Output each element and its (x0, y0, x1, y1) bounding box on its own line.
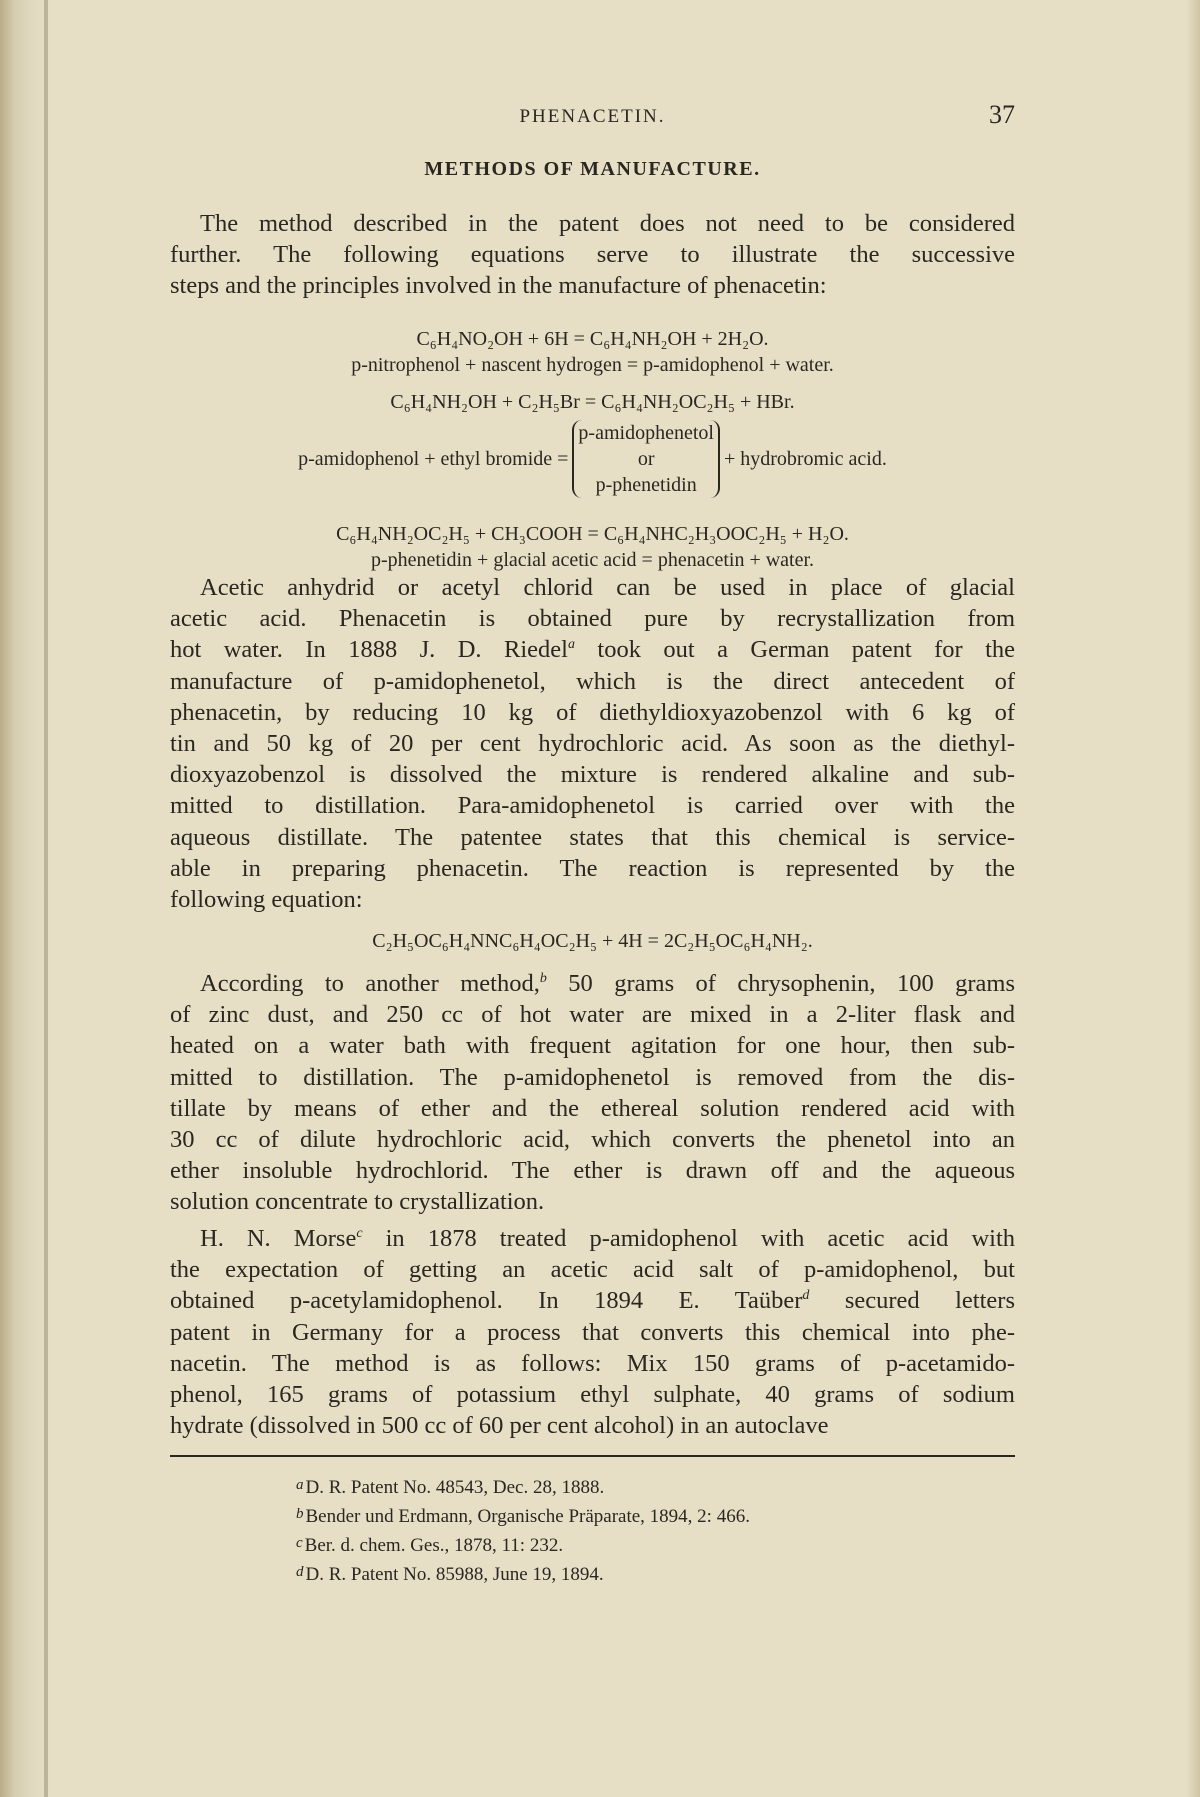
footnote-reference[interactable]: d (802, 1288, 810, 1304)
text-line (170, 759, 1015, 790)
text-line (170, 1062, 1015, 1093)
footnote-text: D. R. Patent No. 48543, Dec. 28, 1888. (305, 1477, 605, 1498)
footnote-text: Bender und Erdmann, Organische Präparate, 1894, 2: 466. (305, 1506, 750, 1527)
text-line (170, 1254, 1015, 1285)
equation-2-left: p-amidophenol + ethyl bromide = (298, 447, 569, 470)
text-line (170, 1124, 1015, 1155)
text-run: nacetin. The method is as follows: Mix 150 grams of p-acetamido- (170, 1349, 1015, 1377)
footnote-reference[interactable]: c (356, 1226, 363, 1241)
text-line (170, 1186, 1015, 1217)
equation-1-formula: C₆H₄NO₂OH + 6H = C₆H₄NH₂OH + 2H₂O. (416, 328, 769, 350)
text-run: obtained p-acetylamidophenol. In 1894 E. Taüber (170, 1287, 803, 1315)
text-line (170, 603, 1015, 634)
footnote-reference[interactable]: b (539, 971, 547, 986)
footnote-mark: b (296, 1506, 304, 1522)
text-line (170, 572, 1015, 603)
option: p-amidophenetol (578, 422, 714, 444)
text-run: secured letters (809, 1287, 1015, 1315)
footnote-rule (170, 1455, 1015, 1457)
text-run: According to another method, (200, 970, 540, 997)
text-run: the expectation of getting an acetic acid salt of p-amidophenol, but (170, 1256, 1015, 1284)
page-right-edge (1186, 0, 1200, 1797)
text-run: further. The following equations serve to illustrate the successive (170, 241, 1015, 269)
text-line (170, 208, 1015, 239)
equation-2-formula: C₆H₄NH₂OH + C₂H₅Br = C₆H₄NH₂OC₂H₅ + HBr. (390, 391, 795, 413)
text-line (170, 999, 1015, 1030)
text-run: dioxyazobenzol is dissolved the mixture is rendered alkaline and sub- (170, 761, 1015, 789)
text-run: H. N. Morse (200, 1225, 357, 1252)
text-run: able in preparing phenacetin. The reaction is represented by the (170, 854, 1015, 882)
text-run: acetic acid. Phenacetin is obtained pure by recrystallization from (170, 605, 1015, 633)
text-line (170, 1223, 1015, 1254)
text-run: tin and 50 kg of 20 per cent hydrochloric acid. As soon as the diethyl- (170, 729, 1015, 757)
text-run: of zinc dust, and 250 cc of hot water are mixed in a 2-liter flask and (170, 1001, 1015, 1029)
text-run: solution concentrate to crystallization. (170, 1188, 545, 1216)
footnote (296, 1477, 604, 1499)
text-run: following equation: (170, 885, 363, 913)
footnote-text: D. R. Patent No. 85988, June 19, 1894. (305, 1564, 604, 1585)
text-run: steps and the principles involved in the manufacture of phenacetin: (170, 272, 827, 300)
text-run: phenol, 165 grams of potassium ethyl sulphate, 40 grams of sodium (170, 1380, 1015, 1408)
text-line (170, 968, 1015, 999)
equation-2-words (170, 420, 1015, 498)
footnote (296, 1535, 563, 1557)
text-line (170, 1379, 1015, 1410)
equation-2-right: + hydrobromic acid. (723, 447, 887, 470)
text-run: phenacetin, by reducing 10 kg of diethyldioxyazobenzol with 6 kg of (170, 698, 1015, 726)
text-run: manufacture of p-amidophenetol, which is the direct antecedent of (170, 667, 1015, 695)
text-run: heated on a water bath with frequent agitation for one hour, then sub- (170, 1032, 1015, 1060)
text-line (170, 790, 1015, 821)
text-run: tillate by means of ether and the ethereal solution rendered acid with (170, 1094, 1015, 1122)
text-run: 30 cc of dilute hydrochloric acid, which converts the phenetol into an (170, 1125, 1015, 1153)
text-line (170, 1348, 1015, 1379)
paragraph (170, 1223, 1015, 1441)
footnote-mark: a (296, 1477, 304, 1493)
equation-3-formula: C₆H₄NH₂OC₂H₅ + CH₃COOH = C₆H₄NHC₂H₃OOC₂H₅ + H₂O. (336, 523, 849, 545)
text-line (170, 1093, 1015, 1124)
text-run: Acetic anhydrid or acetyl chlorid can be used in place of glacial (200, 574, 1015, 601)
text-run: aqueous distillate. The patentee states that this chemical is service- (170, 823, 1015, 851)
footnote-mark: c (296, 1535, 303, 1551)
text-run: took out a German patent for the (574, 636, 1016, 664)
equation-4-formula: C₂H₅OC₆H₄NNC₆H₄OC₂H₅ + 4H = 2C₂H₅OC₆H₄NH₂. (372, 930, 813, 952)
text-run: hydrate (dissolved in 500 cc of 60 per cent alcohol) in an autoclave (170, 1412, 829, 1440)
text-line (170, 1030, 1015, 1061)
section-heading: METHODS OF MANUFACTURE. (424, 158, 761, 180)
paragraph (170, 572, 1015, 915)
option: or (637, 448, 655, 470)
text-run: in 1878 treated p-amidophenol with acetic acid with (362, 1225, 1015, 1252)
page-number: 37 (989, 100, 1015, 129)
text-line (170, 697, 1015, 728)
text-run: ether insoluble hydrochlorid. The ether is drawn off and the aqueous (170, 1157, 1015, 1185)
text-run: mitted to distillation. Para-amidophenetol is carried over with the (170, 792, 1015, 820)
footnote-mark: d (296, 1564, 304, 1580)
option: p-phenetidin (595, 474, 697, 496)
footnote-text: Ber. d. chem. Ges., 1878, 11: 232. (304, 1535, 564, 1556)
page-fold-line (44, 0, 48, 1797)
text-run: mitted to distillation. The p-amidophenetol is removed from the dis- (170, 1063, 1015, 1091)
text-line (170, 666, 1015, 697)
paragraph (170, 968, 1015, 1218)
text-line (170, 1317, 1015, 1348)
text-run: 50 grams of chrysophenin, 100 grams (546, 970, 1016, 997)
running-header (170, 100, 1015, 130)
footnote-reference[interactable]: a (567, 637, 575, 653)
equation-3-words: p-phenetidin + glacial acetic acid = phenacetin + water. (370, 549, 815, 571)
text-run: The method described in the patent does not need to be considered (200, 210, 1015, 237)
text-line (170, 853, 1015, 884)
text-run: patent in Germany for a process that converts this chemical into phe- (170, 1318, 1015, 1346)
footnote (296, 1564, 604, 1586)
running-title: PHENACETIN. (519, 106, 666, 127)
text-line (170, 1410, 1015, 1441)
equation-2-options (572, 420, 720, 498)
text-line (170, 634, 1015, 665)
text-line (170, 270, 1015, 301)
text-line (170, 1285, 1015, 1316)
footnote (296, 1506, 750, 1528)
equation-1-words: p-nitrophenol + nascent hydrogen = p-amidophenol + water. (351, 354, 834, 376)
text-run: hot water. In 1888 J. D. Riedel (170, 636, 568, 664)
text-line (170, 822, 1015, 853)
text-line (170, 1155, 1015, 1186)
text-line (170, 239, 1015, 270)
text-line (170, 728, 1015, 759)
paragraph (170, 208, 1015, 302)
text-line (170, 884, 1015, 915)
